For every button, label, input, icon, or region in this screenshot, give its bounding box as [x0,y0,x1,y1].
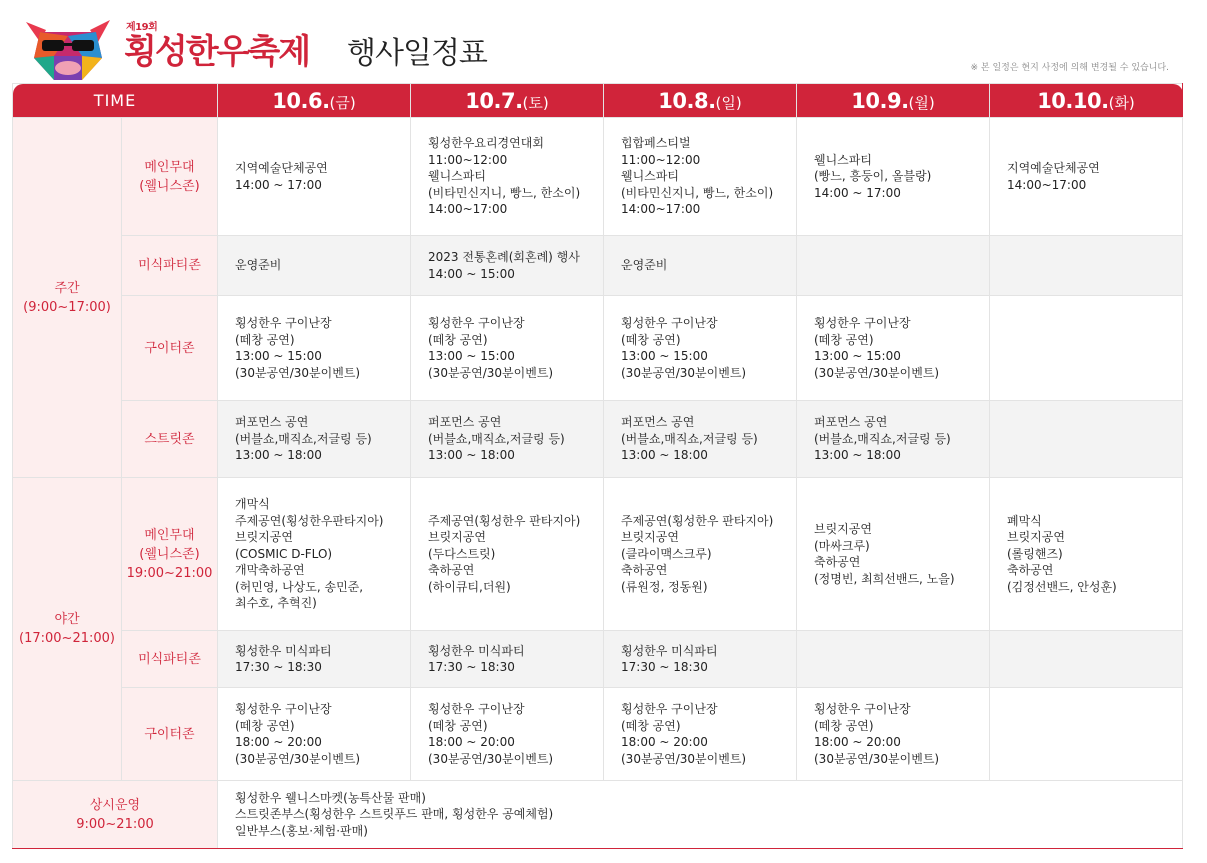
schedule-cell: 힙합페스티벌 11:00~12:00 웰니스파티 (비타민신지니, 빵느, 한소이) 14:00~17:00 [604,118,797,236]
table-row [13,781,1183,849]
day-header [218,84,411,118]
schedule-table [12,83,1183,849]
schedule-cell: 웰니스파티 (빵느, 흥둥이, 올블랑) 14:00 ~ 17:00 [797,118,990,236]
schedule-cell: 운영준비 [604,236,797,296]
schedule-cell: 2023 전통혼례(회혼례) 행사 14:00 ~ 15:00 [411,236,604,296]
table-header-row [13,84,1183,118]
schedule-cell: 브릿지공연 (마싸크루) 축하공연 (정명빈, 최희선밴드, 노을) [797,478,990,631]
zone-street: 스트릿존 [122,401,218,478]
day-header [604,84,797,118]
time-header: TIME [13,84,218,118]
schedule-cell [990,236,1183,296]
day-weekday: (토) [522,93,549,112]
zone-main-stage: 메인무대 (웰니스존) 19:00~21:00 [122,478,218,631]
day-header [411,84,604,118]
zone-grill: 구이터존 [122,296,218,401]
schedule-cell: 퍼포먼스 공연 (버블쇼,매직쇼,저글링 등) 13:00 ~ 18:00 [604,401,797,478]
page-header [0,0,1207,84]
schedule-cell: 지역예술단체공연 14:00 ~ 17:00 [218,118,411,236]
table-row [13,296,1183,401]
zone-food-party: 미식파티존 [122,631,218,688]
day-weekday: (일) [715,93,742,112]
schedule-cell: 횡성한우 미식파티 17:30 ~ 18:30 [218,631,411,688]
schedule-cell: 횡성한우 구이난장 (떼창 공연) 13:00 ~ 15:00 (30분공연/30분이벤트) [797,296,990,401]
schedule-cell: 횡성한우 구이난장 (떼창 공연) 13:00 ~ 15:00 (30분공연/30분이벤트) [604,296,797,401]
table-row [13,478,1183,631]
schedule-cell [797,631,990,688]
period-always: 상시운영 9:00~21:00 [13,781,218,849]
day-date: 10.7. [465,88,523,113]
table-row [13,236,1183,296]
schedule-cell: 폐막식 브릿지공연 (롤링핸즈) 축하공연 (김정선밴드, 안성훈) [990,478,1183,631]
schedule-cell: 횡성한우 구이난장 (떼창 공연) 18:00 ~ 20:00 (30분공연/30분이벤트) [411,688,604,781]
day-date: 10.10. [1037,88,1109,113]
schedule-cell: 횡성한우 구이난장 (떼창 공연) 13:00 ~ 15:00 (30분공연/30분이벤트) [411,296,604,401]
zone-main-stage: 메인무대 (웰니스존) [122,118,218,236]
schedule-cell: 퍼포먼스 공연 (버블쇼,매직쇼,저글링 등) 13:00 ~ 18:00 [218,401,411,478]
schedule-cell: 횡성한우 미식파티 17:30 ~ 18:30 [604,631,797,688]
schedule-cell [797,236,990,296]
zone-food-party: 미식파티존 [122,236,218,296]
schedule-cell: 횡성한우 구이난장 (떼창 공연) 18:00 ~ 20:00 (30분공연/30분이벤트) [604,688,797,781]
schedule-cell [990,296,1183,401]
day-weekday: (금) [329,93,356,112]
day-date: 10.9. [851,88,909,113]
day-header [797,84,990,118]
period-night: 야간 (17:00~21:00) [13,478,122,781]
bull-mascot-logo [18,12,118,82]
table-row [13,688,1183,781]
day-weekday: (화) [1108,93,1135,112]
schedule-cell [990,688,1183,781]
schedule-notice: ※ 본 일정은 현지 사정에 의해 변경될 수 있습니다. [970,63,1169,73]
always-operating-cell: 횡성한우 웰니스마켓(농특산물 판매) 스트릿존부스(횡성한우 스트릿푸드 판매, 횡성한우 공예체험) 일반부스(홍보·체험·판매) [218,781,1183,849]
schedule-cell: 퍼포먼스 공연 (버블쇼,매직쇼,저글링 등) 13:00 ~ 18:00 [797,401,990,478]
day-date: 10.8. [658,88,716,113]
table-row [13,401,1183,478]
schedule-cell: 퍼포먼스 공연 (버블쇼,매직쇼,저글링 등) 13:00 ~ 18:00 [411,401,604,478]
schedule-cell: 횡성한우 미식파티 17:30 ~ 18:30 [411,631,604,688]
festival-name: 횡성한우축제 [124,32,310,72]
day-date: 10.6. [272,88,330,113]
schedule-cell: 개막식 주제공연(횡성한우판타지아) 브릿지공연 (COSMIC D-FLO) 개막축하공연 (허민영, 나상도, 송민준, 최수호, 추혁진) [218,478,411,631]
zone-grill: 구이터존 [122,688,218,781]
schedule-cell: 횡성한우 구이난장 (떼창 공연) 18:00 ~ 20:00 (30분공연/30분이벤트) [218,688,411,781]
edition-label: 제19회 [126,22,158,33]
period-day: 주간 (9:00~17:00) [13,118,122,478]
schedule-cell: 지역예술단체공연 14:00~17:00 [990,118,1183,236]
table-row [13,631,1183,688]
day-weekday: (월) [908,93,935,112]
schedule-cell [990,401,1183,478]
schedule-cell: 횡성한우 구이난장 (떼창 공연) 13:00 ~ 15:00 (30분공연/30분이벤트) [218,296,411,401]
day-header [990,84,1183,118]
schedule-title: 행사일정표 [347,36,487,71]
schedule-cell: 주제공연(횡성한우 판타지아) 브릿지공연 (두다스트릿) 축하공연 (하이큐티,더원) [411,478,604,631]
schedule-cell: 운영준비 [218,236,411,296]
schedule-cell: 주제공연(횡성한우 판타지아) 브릿지공연 (클라이맥스크루) 축하공연 (류원정, 정동원) [604,478,797,631]
schedule-cell: 횡성한우요리경연대회 11:00~12:00 웰니스파티 (비타민신지니, 빵느, 한소이) 14:00~17:00 [411,118,604,236]
schedule-cell: 횡성한우 구이난장 (떼창 공연) 18:00 ~ 20:00 (30분공연/30분이벤트) [797,688,990,781]
table-row [13,118,1183,236]
schedule-cell [990,631,1183,688]
